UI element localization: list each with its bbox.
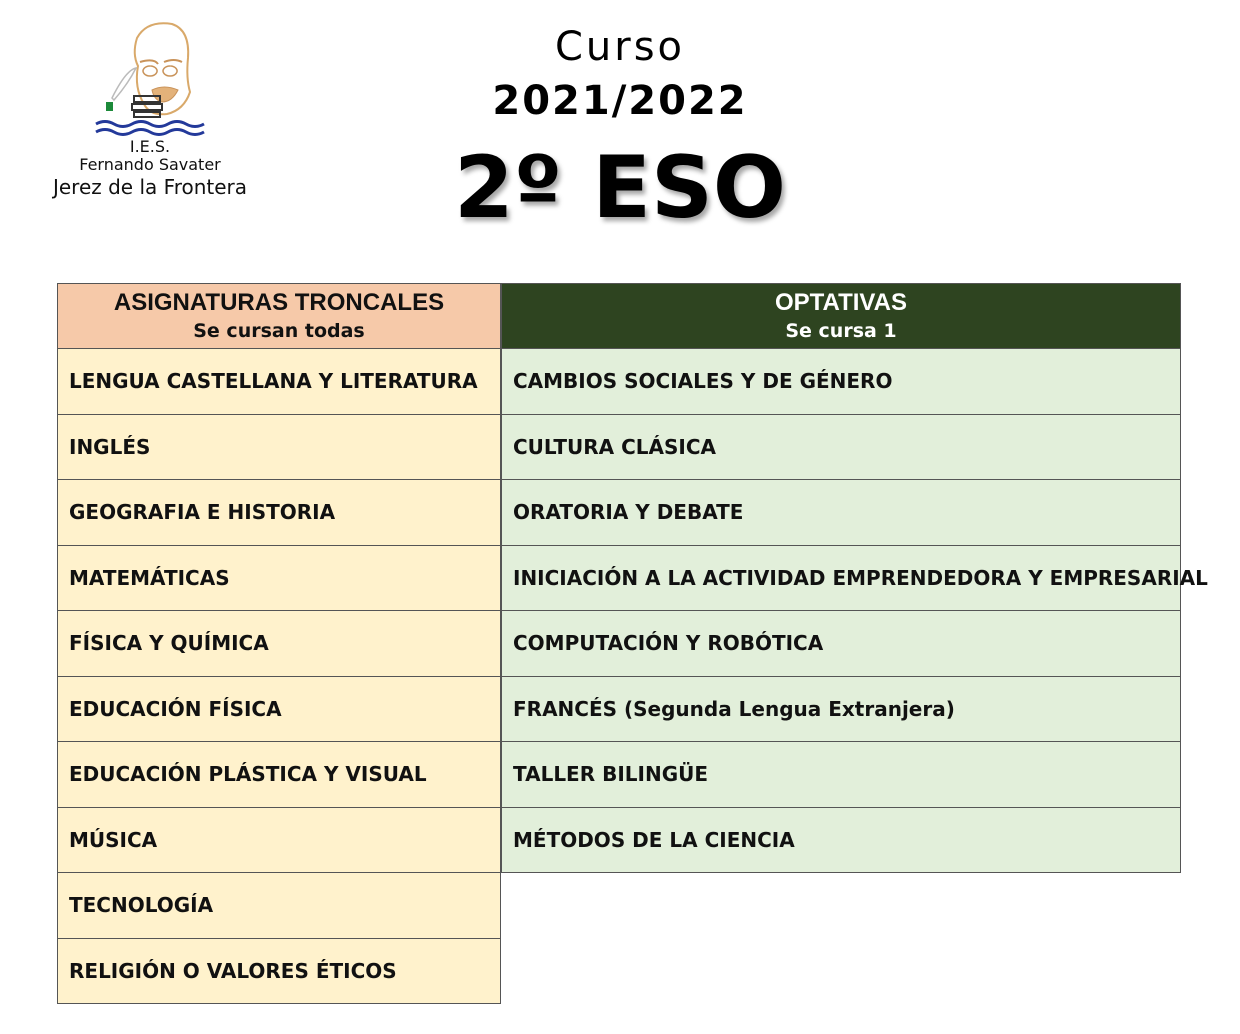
school-name: Fernando Savater xyxy=(79,155,221,174)
troncales-row: RELIGIÓN O VALORES ÉTICOS xyxy=(58,939,500,1005)
troncales-row: FÍSICA Y QUÍMICA xyxy=(58,611,500,677)
troncales-row: TECNOLOGÍA xyxy=(58,873,500,939)
optativas-header xyxy=(502,284,1180,349)
school-abbrev: I.E.S. xyxy=(129,137,171,156)
troncales-row: GEOGRAFIA E HISTORIA xyxy=(58,480,500,546)
optativas-row: CULTURA CLÁSICA xyxy=(502,415,1180,481)
troncales-row: INGLÉS xyxy=(58,415,500,481)
optativas-row: FRANCÉS (Segunda Lengua Extranjera) xyxy=(502,677,1180,743)
troncales-subtitle: Se cursan todas xyxy=(193,320,365,342)
school-city: Jerez de la Frontera xyxy=(52,175,248,199)
troncales-row: EDUCACIÓN FÍSICA xyxy=(58,677,500,743)
troncales-title: ASIGNATURAS TRONCALES xyxy=(113,289,445,316)
optativas-row: INICIACIÓN A LA ACTIVIDAD EMPRENDEDORA Y EMPRESARIAL xyxy=(502,546,1180,612)
troncales-table xyxy=(57,283,501,1004)
course-level-title: 2º ESO xyxy=(453,138,787,238)
academic-year: 2021/2022 xyxy=(492,78,748,124)
optativas-table xyxy=(501,283,1208,873)
troncales-row: LENGUA CASTELLANA Y LITERATURA xyxy=(58,349,500,415)
optativas-row: ORATORIA Y DEBATE xyxy=(502,480,1180,546)
troncales-row: EDUCACIÓN PLÁSTICA Y VISUAL xyxy=(58,742,500,808)
optativas-row: CAMBIOS SOCIALES Y DE GÉNERO xyxy=(502,349,1180,415)
optativas-title: OPTATIVAS xyxy=(775,289,907,316)
troncales-row: MATEMÁTICAS xyxy=(58,546,500,612)
curso-label: Curso xyxy=(554,24,686,70)
savater-portrait-icon xyxy=(92,18,212,138)
optativas-row: TALLER BILINGÜE xyxy=(502,742,1180,808)
troncales-row: MÚSICA xyxy=(58,808,500,874)
troncales-header xyxy=(58,284,500,349)
optativas-row: COMPUTACIÓN Y ROBÓTICA xyxy=(502,611,1180,677)
school-logo xyxy=(40,18,260,203)
optativas-row: MÉTODOS DE LA CIENCIA xyxy=(502,808,1180,874)
optativas-subtitle: Se cursa 1 xyxy=(785,320,897,342)
